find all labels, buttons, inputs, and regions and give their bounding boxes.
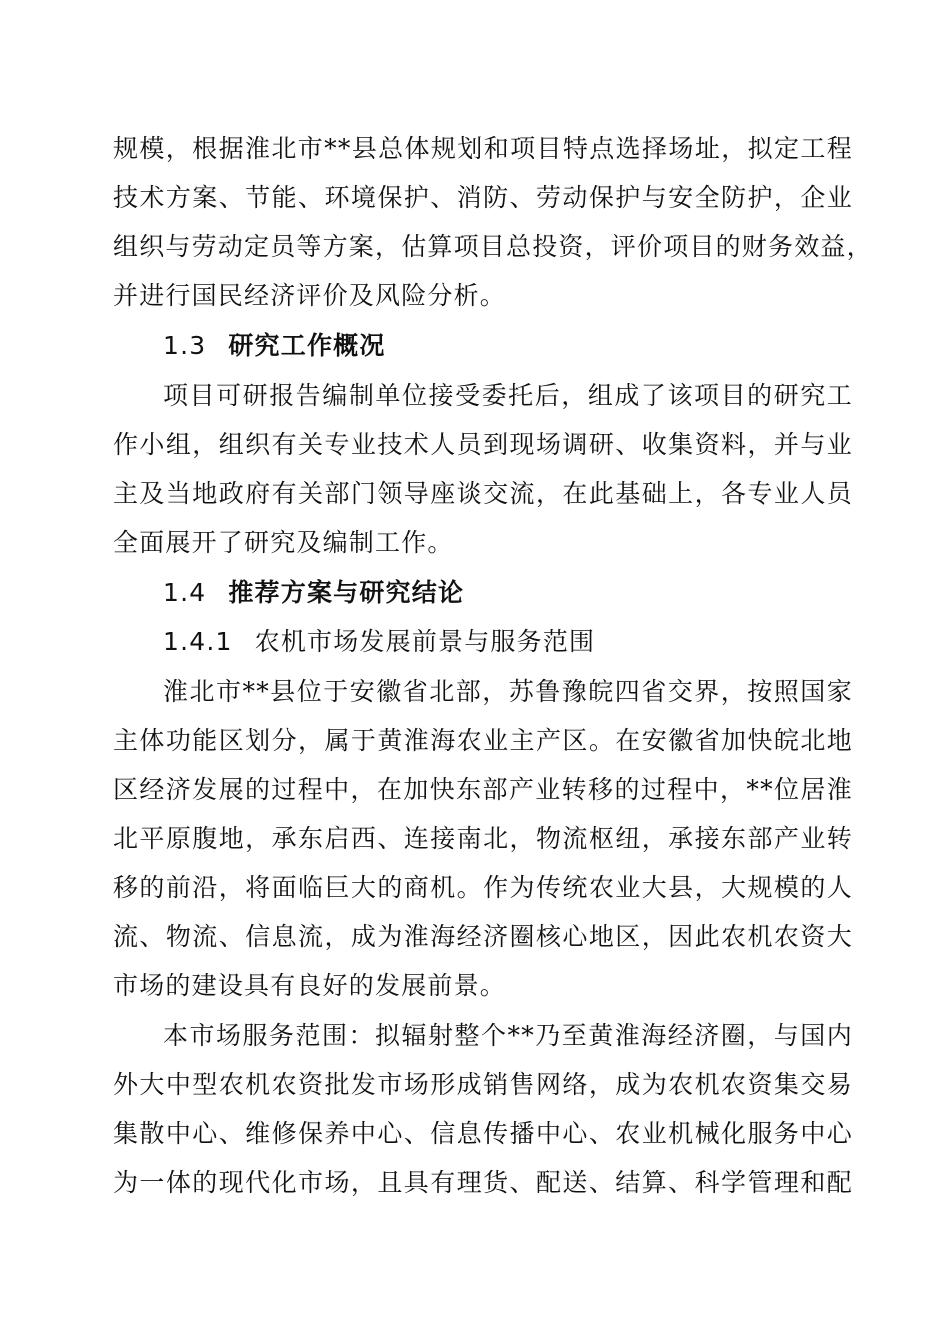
paragraph-line: 规模，根据淮北市**县总体规划和项目特点选择场址，拟定工程: [113, 134, 853, 163]
paragraph-line: 流、物流、信息流，成为淮海经济圈核心地区，因此农机农资大: [113, 922, 853, 951]
section-title: 推荐方案与研究结论: [228, 578, 465, 607]
paragraph-line: 北平原腹地，承东启西、连接南北，物流枢纽，承接东部产业转: [113, 824, 853, 853]
paragraph-line: 项目可研报告编制单位接受委托后，组成了该项目的研究工: [163, 381, 853, 410]
paragraph-line: 市场的建设具有良好的发展前景。: [113, 971, 507, 1000]
paragraph-line: 并进行国民经济评价及风险分析。: [113, 281, 507, 310]
paragraph-line: 全面展开了研究及编制工作。: [113, 528, 454, 557]
section-title: 农机市场发展前景与服务范围: [254, 627, 596, 656]
paragraph-line: 区经济发展的过程中，在加快东部产业转移的过程中，**位居淮: [113, 775, 853, 804]
section-number: 1.4.1: [163, 627, 233, 656]
paragraph-line: 移的前沿，将面临巨大的商机。作为传统农业大县，大规模的人: [113, 873, 853, 902]
section-heading-1-3: [163, 331, 853, 361]
paragraph-line: 为一体的现代化市场，且具有理货、配送、结算、科学管理和配: [113, 1168, 853, 1197]
paragraph-line: 本市场服务范围：拟辐射整个**乃至黄淮海经济圈，与国内: [163, 1021, 853, 1050]
section-title: 研究工作概况: [228, 331, 386, 360]
paragraph-line: 组织与劳动定员等方案，估算项目总投资，评价项目的财务效益，: [113, 232, 873, 261]
section-number: 1.4: [163, 578, 207, 607]
paragraph-line: 淮北市**县位于安徽省北部，苏鲁豫皖四省交界，按照国家: [163, 677, 853, 706]
paragraph-line: 集散中心、维修保养中心、信息传播中心、农业机械化服务中心: [113, 1119, 853, 1148]
paragraph-line: 主体功能区划分，属于黄淮海农业主产区。在安徽省加快皖北地: [113, 726, 853, 755]
section-number: 1.3: [163, 331, 207, 360]
subsection-heading-1-4-1: [163, 627, 853, 657]
section-heading-1-4: [163, 578, 853, 608]
paragraph-line: 主及当地政府有关部门领导座谈交流，在此基础上，各专业人员: [113, 479, 853, 508]
paragraph-line: 技术方案、节能、环境保护、消防、劳动保护与安全防护，企业: [113, 183, 853, 212]
paragraph-line: 外大中型农机农资批发市场形成销售网络，成为农机农资集交易: [113, 1070, 853, 1099]
paragraph-line: 作小组，组织有关专业技术人员到现场调研、收集资料，并与业: [113, 430, 853, 459]
